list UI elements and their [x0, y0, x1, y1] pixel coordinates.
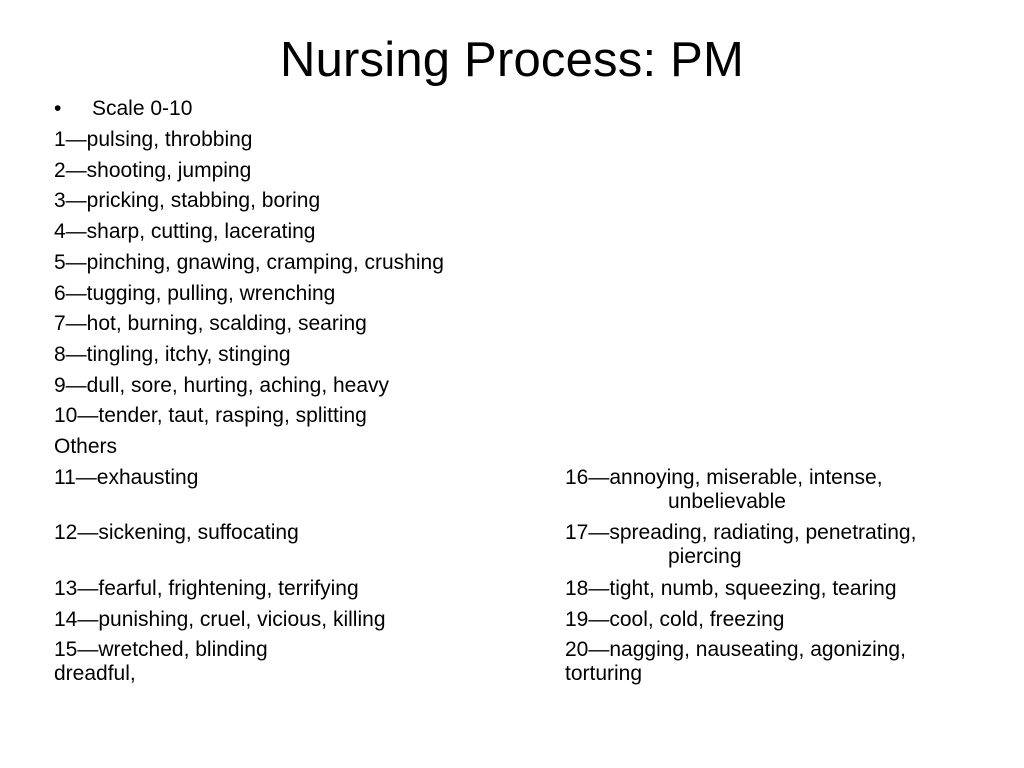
bullet-scale	[54, 94, 192, 125]
others-item	[565, 521, 916, 569]
others-item-line1: 18—tight, numb, squeezing, tearing	[565, 577, 897, 600]
others-item-line1: 15—wretched, blinding	[54, 638, 268, 661]
others-item	[565, 577, 897, 601]
bullet-icon: •	[54, 97, 62, 120]
others-item	[54, 466, 198, 490]
others-item-line1: 11—exhausting	[54, 466, 199, 489]
scale-item: 10—tender, taut, rasping, splitting	[54, 404, 367, 428]
others-label: Others	[54, 435, 118, 459]
others-item-line1: 14—punishing, cruel, vicious, killing	[54, 608, 386, 631]
scale-item: 7—hot, burning, scalding, searing	[54, 312, 367, 336]
others-item	[54, 577, 359, 601]
others-item-line1: 13—fearful, frightening, terrifying	[54, 577, 359, 600]
scale-item: 3—pricking, stabbing, boring	[54, 189, 321, 213]
slide-title: Nursing Process: PM	[280, 33, 744, 87]
scale-item: 4—sharp, cutting, lacerating	[54, 220, 316, 244]
bullet-text: Scale 0-10	[92, 97, 193, 120]
others-item	[54, 638, 268, 686]
others-item-line2: dreadful,	[54, 662, 136, 685]
others-item	[565, 466, 883, 514]
others-item	[565, 608, 784, 632]
others-item-line1: 20—nagging, nauseating, agonizing,	[565, 638, 906, 661]
scale-list	[54, 125, 444, 463]
others-item-line1: 19—cool, cold, freezing	[565, 608, 785, 631]
scale-item: 2—shooting, jumping	[54, 158, 252, 182]
others-item	[54, 608, 386, 632]
others-item-line1: 12—sickening, suffocating	[54, 521, 299, 544]
scale-item: 5—pinching, gnawing, cramping, crushing	[54, 250, 444, 274]
others-item	[565, 638, 906, 686]
others-item-line1: 16—annoying, miserable, intense,	[565, 466, 883, 489]
scale-item: 9—dull, sore, hurting, aching, heavy	[54, 373, 390, 397]
scale-item: 8—tingling, itchy, stinging	[54, 342, 291, 366]
others-item-line2: piercing	[668, 545, 742, 568]
others-item	[54, 521, 299, 545]
scale-item: 1—pulsing, throbbing	[54, 128, 253, 151]
others-item-line1: 17—spreading, radiating, penetrating,	[565, 521, 917, 544]
scale-item: 6—tugging, pulling, wrenching	[54, 281, 336, 305]
others-item-line2: torturing	[565, 662, 643, 685]
others-item-line2: unbelievable	[668, 490, 786, 513]
